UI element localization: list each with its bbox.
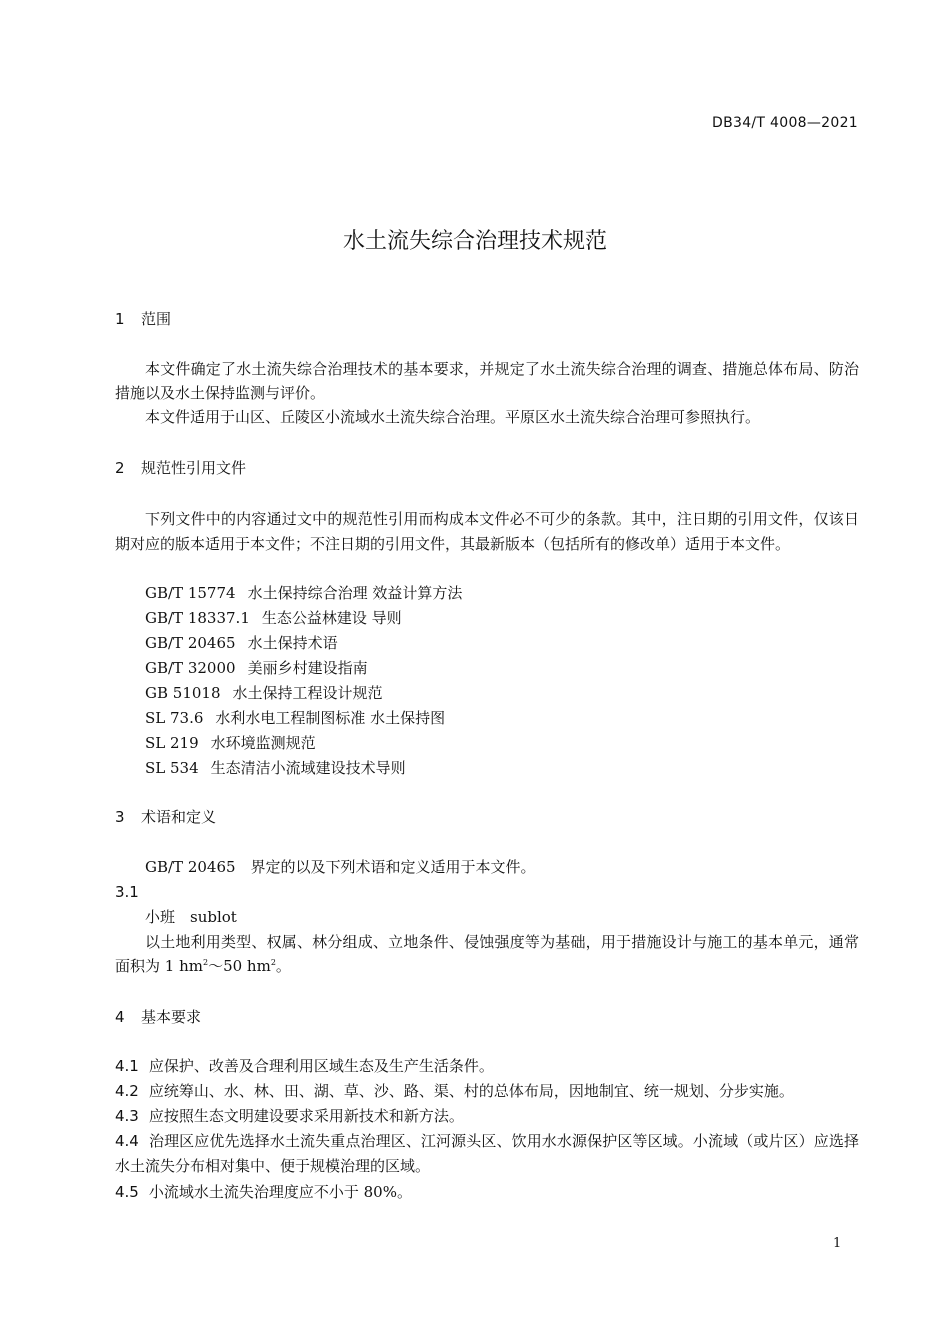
section-number: 4 [115,1008,125,1026]
section-4-heading [115,1005,201,1029]
section-number: 3 [115,808,125,826]
reference-name: 水利水电工程制图标准 水土保持图 [215,709,446,727]
reference-code: SL 219 [145,734,199,752]
page-title: 水土流失综合治理技术规范 [342,229,607,254]
reference-name: 水环境监测规范 [210,734,316,752]
superscript: 2 [270,958,276,967]
requirement-item [115,1054,859,1078]
section-number: 2 [115,459,125,477]
requirement-item [115,1104,859,1128]
requirement-item [115,1180,859,1204]
term-intro: GB/T 20465 界定的以及下列术语和定义适用于本文件。 [145,858,536,876]
section-number: 1 [115,310,125,328]
section-2-heading [115,456,246,480]
page-number: 1 [833,1236,842,1251]
reference-code: GB/T 15774 [145,584,236,602]
reference-item [145,656,368,680]
requirement-text: 治理区应优先选择水土流失重点治理区、江河源头区、饮用水水源保护区等区域。小流域（或片区）应选择水土流失分布相对集中、便于规模治理的区域。 [115,1132,859,1175]
term-definition [115,930,859,978]
reference-item [145,631,338,655]
reference-code: GB/T 20465 [145,634,236,652]
requirement-text: 小流域水土流失治理度应不小于 80%。 [148,1183,412,1201]
section-title: 基本要求 [141,1008,202,1026]
document-code: DB34/T 4008—2021 [712,115,858,131]
definition-text: 以土地利用类型、权属、林分组成、立地条件、侵蚀强度等为基础，用于措施设计与施工的基本单元，通常面积为 1 hm [115,933,859,975]
paragraph: 本文件适用于山区、丘陵区小流域水土流失综合治理。平原区水土流失综合治理可参照执行。 [145,408,761,426]
reference-name: 水土保持术语 [247,634,338,652]
reference-code: GB/T 32000 [145,659,236,677]
reference-name: 水土保持工程设计规范 [232,684,383,702]
reference-item [145,681,383,705]
requirement-text: 应按照生态文明建设要求采用新技术和新方法。 [148,1107,464,1125]
reference-name: 生态清洁小流域建设技术导则 [210,759,406,777]
reference-name: 美丽乡村建设指南 [247,659,368,677]
section-title: 术语和定义 [141,808,217,826]
section-title: 规范性引用文件 [141,459,247,477]
paragraph: 下列文件中的内容通过文中的规范性引用而构成本文件必不可少的条款。其中，注日期的引用文件，仅该日期对应的版本适用于本文件；不注日期的引用文件，其最新版本（包括所有的修改单）适用于本文件。 [115,510,859,553]
reference-name: 水土保持综合治理 效益计算方法 [247,584,463,602]
term-number: 3.1 [115,883,139,901]
section-1-heading [115,307,171,331]
requirement-text: 应统筹山、水、林、田、湖、草、沙、路、渠、村的总体布局，因地制宜、统一规划、分步实施。 [148,1082,794,1100]
reference-code: GB 51018 [145,684,221,702]
paragraph: 本文件确定了水土流失综合治理技术的基本要求，并规定了水土流失综合治理的调查、措施总体布局、防治措施以及水土保持监测与评价。 [115,360,859,402]
definition-text: ～50 hm [208,957,271,975]
superscript: 2 [202,958,209,967]
reference-code: SL 534 [145,759,199,777]
reference-name: 生态公益林建设 导则 [261,609,402,627]
requirement-number: 4.2 [115,1082,139,1100]
term-title: 小班 sublot [145,908,237,926]
requirement-number: 4.4 [115,1132,139,1150]
reference-item [145,581,462,605]
reference-code: GB/T 18337.1 [145,609,250,627]
requirement-item [115,1079,859,1103]
requirement-number: 4.3 [115,1107,139,1125]
reference-code: SL 73.6 [145,709,204,727]
section-title: 范围 [141,310,172,328]
reference-item [145,756,406,780]
section-3-heading [115,805,216,829]
definition-text: 。 [275,957,291,975]
reference-item [145,606,402,630]
requirement-number: 4.5 [115,1183,139,1201]
requirement-number: 4.1 [115,1057,139,1075]
requirement-text: 应保护、改善及合理利用区域生态及生产生活条件。 [148,1057,494,1075]
requirement-item [115,1129,859,1179]
reference-item [145,706,445,730]
reference-item [145,731,316,755]
